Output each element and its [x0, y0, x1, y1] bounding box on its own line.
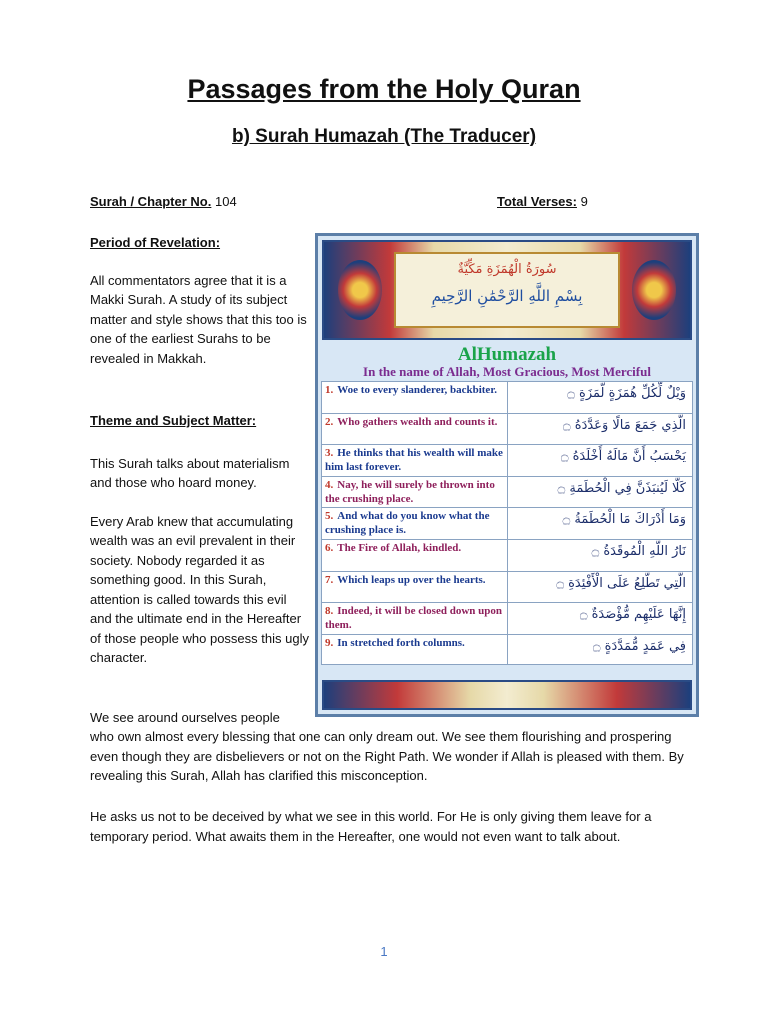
verses-info: [497, 194, 588, 209]
verse-translation: Indeed, it will be closed down upon them.: [325, 605, 502, 632]
verse-translation: In stretched forth columns.: [337, 636, 465, 649]
verse-row: [321, 476, 693, 508]
verse-number: 4.: [325, 478, 334, 491]
chapter-value: 104: [214, 194, 237, 209]
theme-paragraph-1: This Surah talks about materialism and those who hoard money.: [90, 455, 290, 490]
verse-row: [321, 634, 693, 666]
ornamental-footer: [322, 680, 692, 710]
verse-translation: Who gathers wealth and counts it.: [337, 415, 498, 428]
verse-translation: The Fire of Allah, kindled.: [337, 541, 462, 554]
theme-paragraph-4: He asks us not to be deceived by what we see in this world. For He is only giving them leave for a temporary period. What awaits them in the Hereafter, one would not even want to talk about.: [90, 809, 652, 844]
verse-english: [322, 445, 508, 476]
verse-row: [321, 507, 693, 539]
bismillah-english: In the name of Allah, Most Gracious, Most Merciful: [363, 364, 651, 379]
verse-row: [321, 602, 693, 634]
verse-row: [321, 539, 693, 571]
verse-row: [321, 571, 693, 603]
header-cartouche: [394, 252, 620, 328]
theme-paragraph-2: Every Arab knew that accumulating wealth was an evil prevalent in their society. Nobody regarded it as something good. In this Surah, attention is called towards this evil and the ultimate end in the Hereafter of those people who possess this ugly character.: [90, 513, 309, 665]
page-number: 1: [380, 944, 388, 959]
document-title: Passages from the Holy Quran: [187, 74, 581, 104]
verse-translation: Woe to every slanderer, backbiter.: [337, 384, 497, 396]
verse-number: 1.: [325, 384, 334, 396]
verse-english: [322, 572, 508, 603]
verse-translation: Which leaps up over the hearts.: [337, 573, 486, 586]
verse-english: [322, 508, 508, 539]
theme-paragraph-3: who own almost every blessing that one can only dream out. We see them flourishing and prospering even though they are disbelievers or not on the Right Path. We wonder if Allah is pleased with them. By revealing this Surah, Allah has clarified this misconception.: [90, 729, 684, 783]
verse-arabic: نَارُ اللَّهِ الْمُوقَدَةُ ۝: [591, 543, 686, 559]
chapter-info: [90, 194, 237, 209]
verse-row: [321, 444, 693, 476]
surah-name: AlHumazah: [457, 344, 557, 365]
verse-number: 3.: [325, 447, 334, 460]
chapter-label: Surah / Chapter No.: [90, 194, 212, 209]
theme-paragraph-3-start: We see around ourselves people: [90, 710, 280, 725]
verse-arabic: إِنَّهَا عَلَيْهِم مُّؤْصَدَةٌ ۝: [579, 607, 686, 623]
verse-row: [321, 413, 693, 445]
verse-english: [322, 382, 508, 413]
verse-table: [321, 381, 693, 665]
verse-english: [322, 540, 508, 571]
verse-translation: Nay, he will surely be thrown into the crushing place.: [325, 478, 495, 505]
verse-number: 9.: [325, 636, 334, 649]
arabic-bismillah: بِسْمِ اللَّهِ الرَّحْمَٰنِ الرَّحِيمِ: [431, 287, 583, 305]
verse-number: 5.: [325, 510, 334, 523]
ornament-flower-icon: [632, 260, 676, 320]
verse-arabic: فِي عَمَدٍ مُّمَدَّدَةٍ ۝: [592, 638, 686, 654]
verse-english: [322, 635, 508, 665]
verse-arabic: الَّذِي جَمَعَ مَالًا وَعَدَّدَهُ ۝: [563, 417, 686, 433]
verse-arabic: وَمَا أَدْرَاكَ مَا الْحُطَمَةُ ۝: [562, 512, 686, 528]
revelation-text: All commentators agree that it is a Makki Surah. A study of its subject matter and style shows that this too is one of the earliest Surahs to be revealed in Makkah.: [90, 272, 307, 366]
verse-english: [322, 603, 508, 634]
theme-section: [90, 411, 310, 668]
verse-arabic: كَلَّا لَيُنبَذَنَّ فِي الْحُطَمَةِ ۝: [557, 480, 686, 496]
verse-translation: And what do you know what the crushing place is.: [325, 510, 490, 537]
document-subtitle: b) Surah Humazah (The Traducer): [231, 126, 537, 147]
verse-arabic: وَيْلٌ لِّكُلِّ هُمَزَةٍ لُّمَزَةٍ ۝: [567, 386, 686, 401]
verse-number: 6.: [325, 541, 334, 554]
arabic-surah-title: سُورَةُ الْهُمَزَةِ مَكِّيَّةٌ: [457, 262, 557, 277]
verse-english: [322, 477, 508, 508]
verse-number: 8.: [325, 605, 334, 618]
verse-english: [322, 414, 508, 445]
surah-panel-image: [315, 233, 699, 717]
verse-number: 2.: [325, 415, 334, 428]
revelation-heading: Period of Revelation:: [90, 235, 221, 250]
verse-number: 7.: [325, 573, 334, 586]
verse-arabic: يَحْسَبُ أَنَّ مَالَهُ أَخْلَدَهُ ۝: [560, 449, 686, 465]
theme-heading: Theme and Subject Matter:: [90, 413, 257, 428]
verse-row: [321, 381, 693, 413]
ornamental-header: [322, 240, 692, 340]
revelation-section: [90, 233, 310, 368]
verse-arabic: الَّتِي تَطَّلِعُ عَلَى الْأَفْئِدَةِ ۝: [556, 575, 686, 591]
verses-value: 9: [580, 194, 588, 209]
ornament-flower-icon: [338, 260, 382, 320]
verse-translation: He thinks that his wealth will make him last forever.: [325, 447, 503, 474]
verses-label: Total Verses:: [497, 194, 577, 209]
